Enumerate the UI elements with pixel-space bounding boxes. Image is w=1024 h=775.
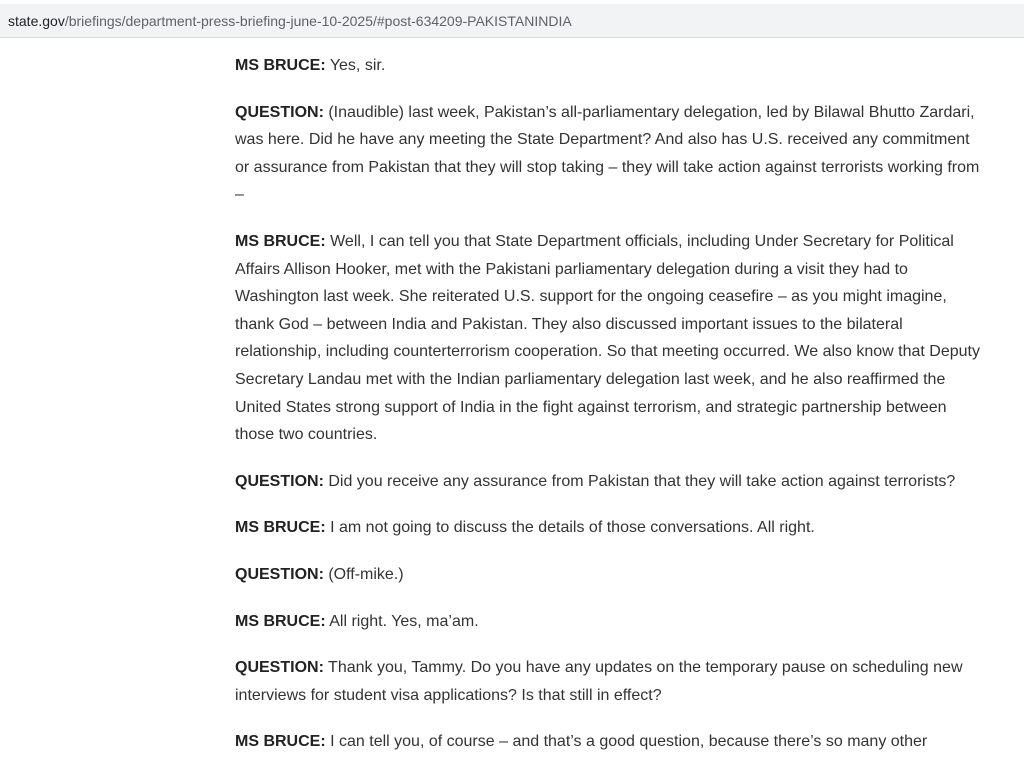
transcript-paragraph (235, 468, 980, 496)
speaker-label: QUESTION: (235, 103, 324, 121)
speaker-label: MS BRUCE: (235, 232, 326, 250)
paragraph-text: Well, I can tell you that State Department officials, including Under Secretary for Political Affairs Allison Hooker, met with the Pakistani parliamentary delegation during a visit they had to Washington last week. She reiterated U.S. support for the ongoing ceasefire – as you might imagine, thank God – between India and Pakistan. They also discussed important issues to the bilateral relationship, including counterterrorism cooperation. So that meeting occurred. We also know that Deputy Secretary Landau met with the Indian parliamentary delegation last week, and he also reaffirmed the United States strong support of India in the fight against terrorism, and strategic partnership between those two countries. (235, 232, 980, 444)
paragraph-text: I can tell you, of course – and that’s a good question, because there’s so many other (325, 733, 928, 751)
speaker-label: QUESTION: (235, 659, 324, 677)
speaker-label: MS BRUCE: (235, 57, 326, 74)
paragraph-text: (Off-mike.) (323, 565, 404, 583)
transcript-paragraph (235, 52, 980, 80)
speaker-label: QUESTION: (235, 472, 324, 490)
transcript-paragraph (235, 608, 980, 636)
speaker-label: MS BRUCE: (235, 612, 326, 630)
transcript-paragraph (235, 728, 980, 756)
transcript-paragraph (235, 99, 980, 209)
paragraph-text: Did you receive any assurance from Pakistan that they will take action against terrorists? (323, 472, 956, 490)
transcript-paragraph (235, 228, 980, 449)
transcript-paragraph (235, 514, 980, 542)
transcript-paragraph (235, 654, 980, 709)
paragraph-text: Thank you, Tammy. Do you have any updates on the temporary pause on scheduling new interviews for student visa applications? Is that still in effect? (235, 659, 963, 704)
paragraph-text: (Inaudible) last week, Pakistan’s all-parliamentary delegation, led by Bilawal Bhutto Zardari, was here. Did he have any meeting the State Department? And also has U.S. received any commitment or assurance from Pakistan that they will stop taking – they will take action against terrorists working from – (235, 103, 980, 204)
address-bar[interactable] (0, 4, 1024, 38)
speaker-label: QUESTION: (235, 565, 324, 583)
url-host[interactable]: state.gov (8, 12, 65, 29)
paragraph-text: All right. Yes, ma’am. (325, 612, 479, 630)
transcript-paragraph (235, 561, 980, 589)
paragraph-text: Yes, sir. (325, 57, 386, 74)
url-path[interactable]: /briefings/department-press-briefing-june-10-2025/#post-634209-PAKISTANINDIA (64, 12, 572, 29)
speaker-label: MS BRUCE: (235, 519, 326, 537)
paragraph-text: I am not going to discuss the details of those conversations. All right. (325, 519, 815, 537)
speaker-label: MS BRUCE: (235, 733, 326, 751)
briefing-transcript (235, 52, 980, 775)
